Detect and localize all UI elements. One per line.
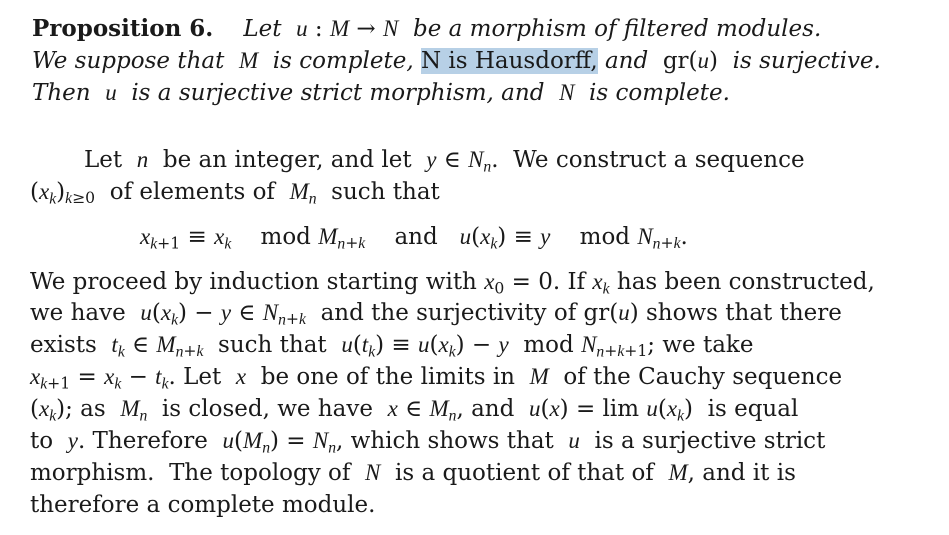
proposition-line-3: Then u is a surjective strict morphism, and N is complete. [32, 80, 730, 106]
proof-line-9: to y. Therefore $u(M_n) = N_n$, which shows that u is a surjective strict [30, 428, 826, 457]
proof-line-10: morphism. The topology of N is a quotient of that of M, and it is [30, 460, 796, 486]
proof-line-8: $(x_k)$; as $M_n$ is closed, we have x ∈ $M_n$, and $u(x) = \lim u(x_k)$ is equal [30, 396, 799, 425]
proof-line-1: Let n be an integer, and let y ∈ $N_n$. We construct a sequence [84, 147, 805, 176]
highlighted-text: N is Hausdorff, [420, 48, 598, 74]
display-equation: $x_{k+1} \equiv x_k$ mod $M_{n+k}$ and $u(x_k) \equiv y$ mod $N_{n+k}$. [140, 224, 688, 253]
proof-line-11: therefore a complete module. [30, 492, 376, 518]
proof-line-7: $x_{k+1} = x_k - t_k$. Let x be one of the limits in M of the Cauchy sequence [30, 364, 843, 393]
proof-line-5: we have $u(x_k) - y$ ∈ $N_{n+k}$ and the surjectivity of gr(u) shows that there [30, 300, 842, 329]
proof-line-4: We proceed by induction starting with $x_0 = 0$. If $x_k$ has been constructed, [30, 269, 875, 298]
proof-line-2: $(x_k)_{k\ge 0}$ of elements of $M_n$ such that [30, 179, 440, 208]
proposition-heading: Proposition 6. [32, 15, 214, 42]
proof-line-6: exists $t_k$ ∈ $M_{n+k}$ such that $u(t_k) \equiv u(x_k) - y$ mod $N_{n+k+1}$; we take [30, 332, 754, 361]
proposition-line-2: We suppose that M is complete, N is Hausdorff, and gr(u) is surjective. [32, 48, 881, 74]
proposition-line-1: Proposition 6. Let u : M → N be a morphism of filtered modules. [32, 15, 822, 42]
